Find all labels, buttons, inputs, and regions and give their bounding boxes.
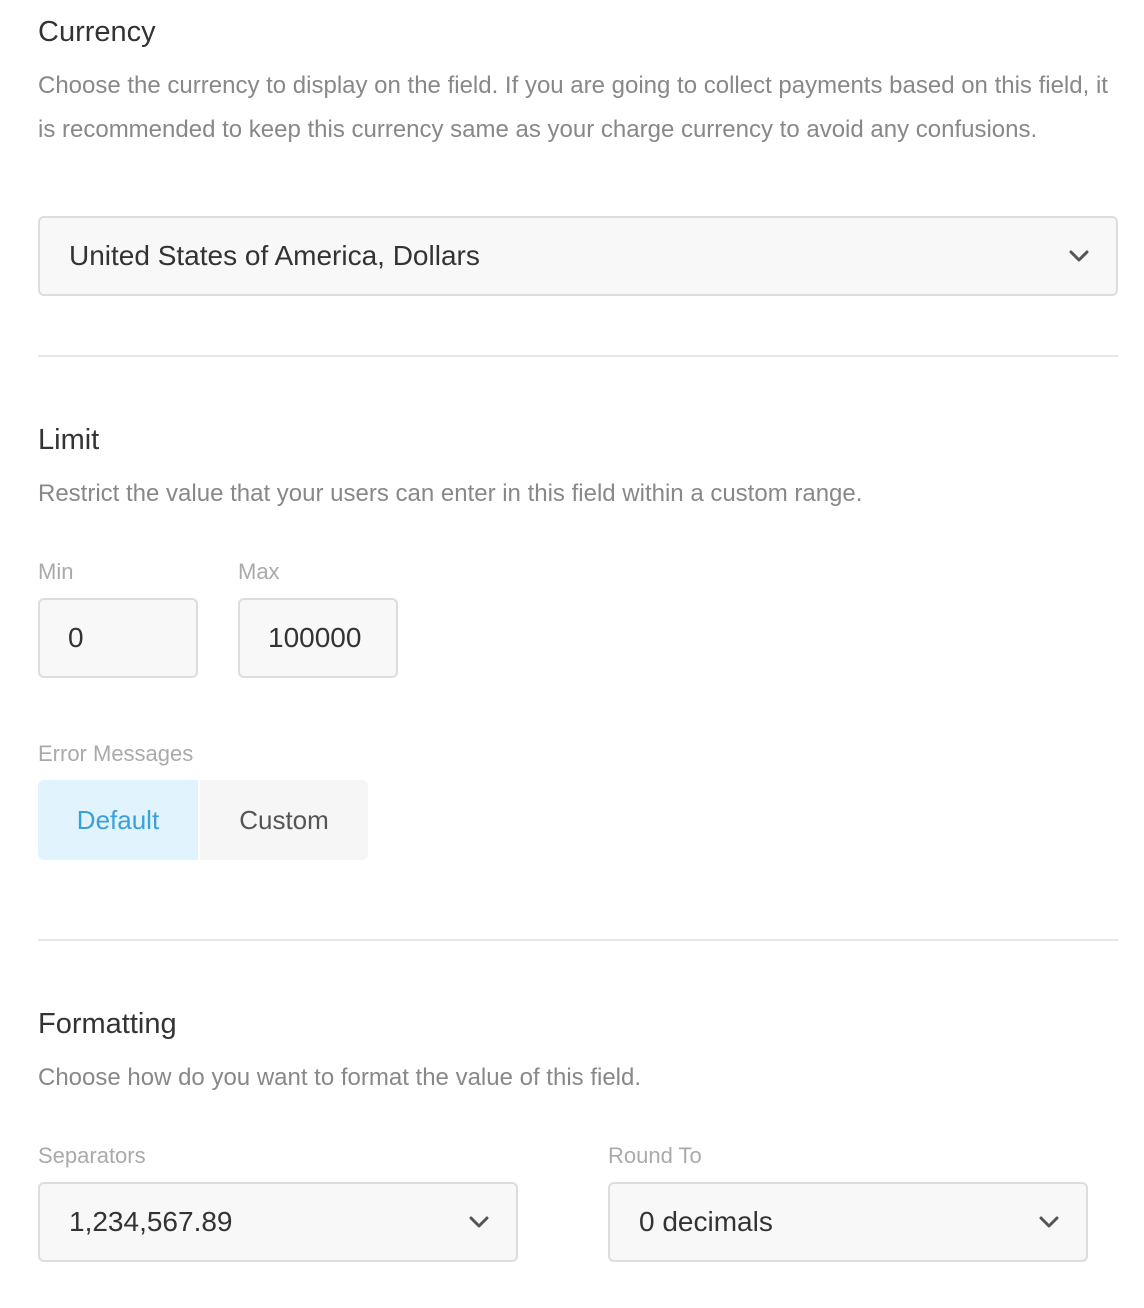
section-divider xyxy=(38,355,1118,357)
round-to-select-value: 0 decimals xyxy=(639,1206,773,1237)
min-input[interactable]: 0 xyxy=(38,598,198,678)
separators-label: Separators xyxy=(38,1143,146,1168)
error-messages-label: Error Messages xyxy=(38,741,194,766)
currency-description: Choose the currency to display on the field. If you are going to collect payments based on this field, it is recommended to keep this currency same as your charge currency to avoid any confusions. xyxy=(38,72,1108,143)
limit-description: Restrict the value that your users can enter in this field within a custom range. xyxy=(38,480,863,507)
error-custom-button[interactable]: Custom xyxy=(200,780,368,860)
max-input[interactable]: 100000 xyxy=(238,598,398,678)
error-messages-toggle xyxy=(38,780,368,860)
chevron-down-icon xyxy=(1066,243,1092,269)
formatting-title: Formatting xyxy=(38,1008,177,1040)
currency-select-value: United States of America, Dollars xyxy=(69,240,480,271)
formatting-description: Choose how do you want to format the value of this field. xyxy=(38,1064,642,1091)
error-default-button[interactable]: Default xyxy=(38,780,198,860)
chevron-down-icon xyxy=(466,1209,492,1235)
min-label: Min xyxy=(38,559,74,584)
chevron-down-icon xyxy=(1036,1209,1062,1235)
currency-title: Currency xyxy=(38,16,156,48)
currency-select[interactable] xyxy=(38,216,1118,296)
separators-select[interactable] xyxy=(38,1182,518,1262)
separators-select-value: 1,234,567.89 xyxy=(69,1206,233,1237)
limit-title: Limit xyxy=(38,424,100,456)
round-to-select[interactable] xyxy=(608,1182,1088,1262)
max-label: Max xyxy=(238,559,280,584)
section-divider xyxy=(38,939,1118,941)
round-to-label: Round To xyxy=(608,1143,702,1168)
